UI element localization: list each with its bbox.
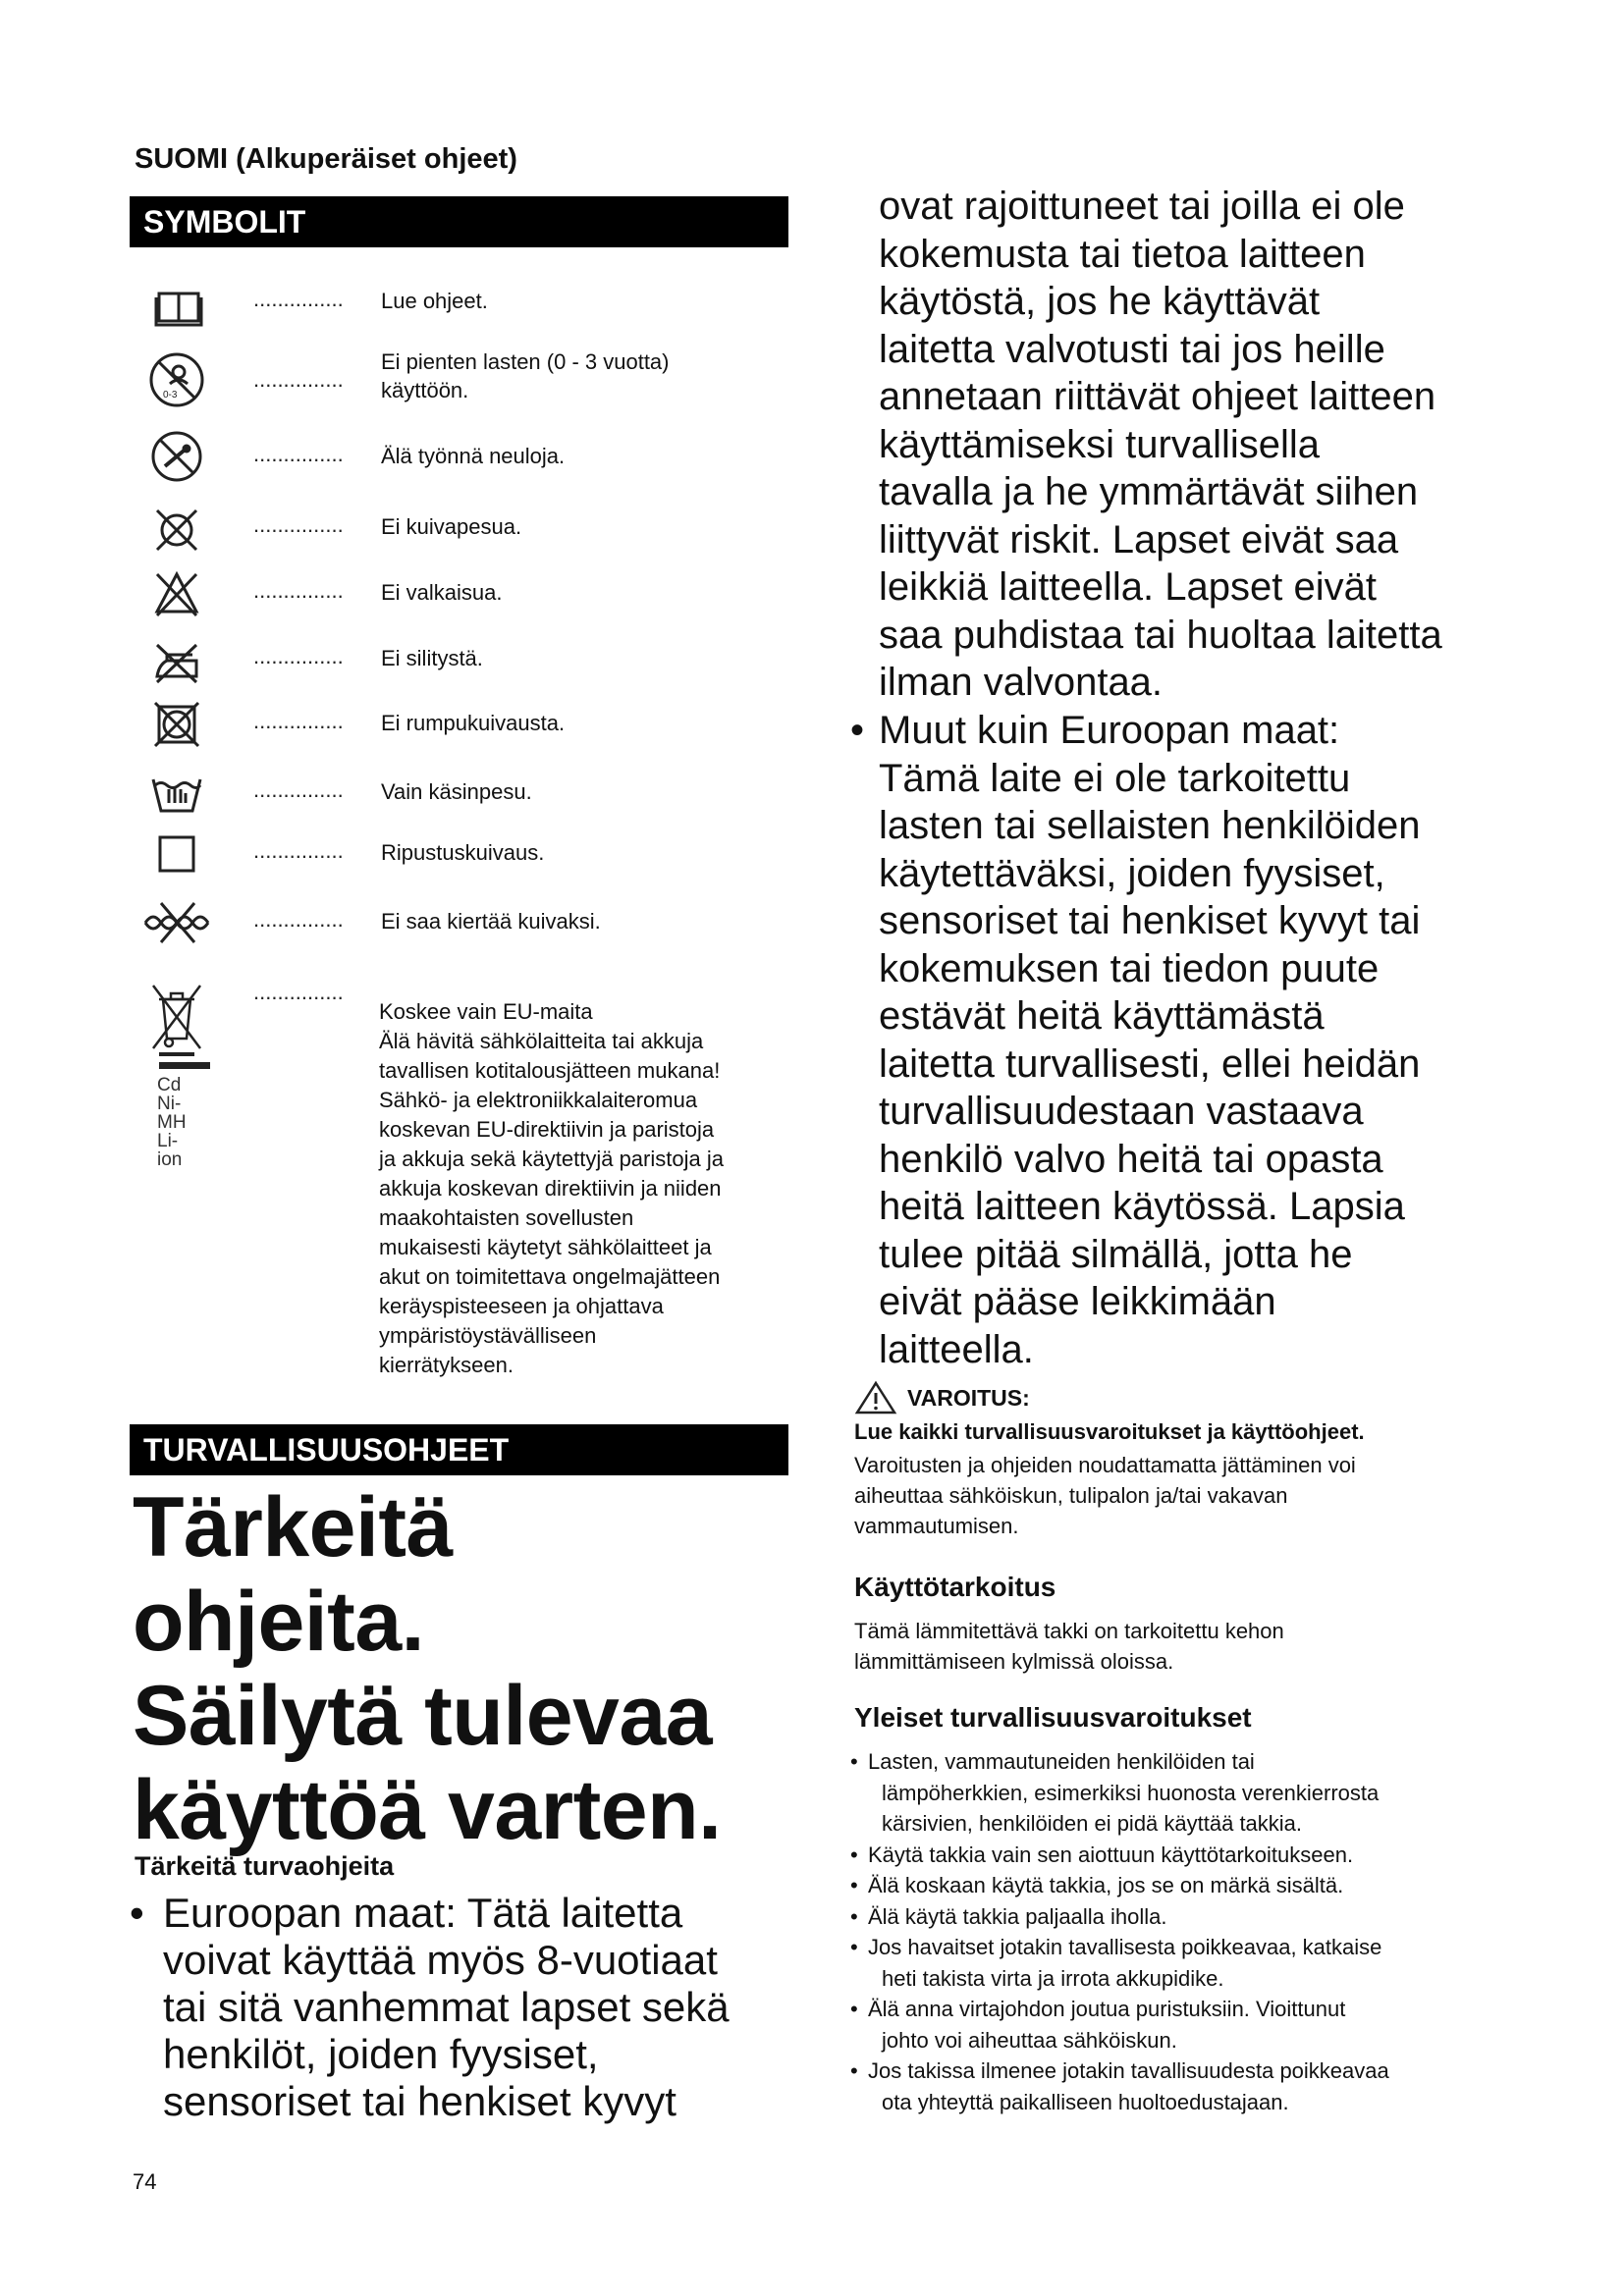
- hand-wash-icon: [137, 764, 216, 823]
- read-manual-icon: [137, 280, 216, 339]
- weee-line: ympäristöystävälliseen: [379, 1323, 597, 1348]
- bullet-dot: •: [850, 1842, 858, 1867]
- symbol-text: Ripustuskuivaus.: [381, 840, 545, 865]
- no-needles-icon: [137, 427, 216, 486]
- bullet-line: tavalla ja he ymmärtävät siihen: [879, 470, 1419, 513]
- list-item: [850, 1870, 1389, 1901]
- weee-text: [379, 997, 791, 1380]
- warning-line: aiheuttaa sähköiskun, tulipalon ja/tai vakavan: [854, 1483, 1288, 1508]
- bullet-dot: •: [850, 709, 865, 752]
- bullet-line: turvallisuudestaan vastaava: [879, 1090, 1364, 1133]
- symbol-text-line: käyttöön.: [381, 378, 469, 402]
- chem-label: Cd: [157, 1075, 182, 1095]
- list-item-text: Jos takissa ilmenee jotakin tavallisuudesta poikkeavaa: [868, 2058, 1389, 2083]
- list-item-cont: johto voi aiheuttaa sähköiskun.: [882, 2027, 1177, 2053]
- bullet-line: leikkiä laitteella. Lapset eivät: [879, 565, 1377, 609]
- symbol-dots: ...............: [253, 512, 344, 537]
- weee-line: kierrätykseen.: [379, 1353, 514, 1377]
- bullet-line: sensoriset tai henkiset kyvyt: [163, 2078, 677, 2124]
- weee-line: maakohtaisten sovellusten: [379, 1205, 634, 1230]
- symbol-dots: ...............: [253, 644, 344, 668]
- list-item-text: Älä anna virtajohdon joutua puristuksiin. Vioittunut: [868, 1997, 1346, 2021]
- list-item-text: Älä koskaan käytä takkia, jos se on märkä sisältä.: [868, 1873, 1344, 1897]
- symbol-text: Ei valkaisua.: [381, 580, 503, 605]
- chem-label: Ni-MH: [157, 1094, 187, 1133]
- no-small-children-icon: [137, 346, 216, 410]
- age-badge: 0-3: [163, 390, 178, 400]
- page-number: 74: [133, 2169, 157, 2194]
- non-europe-bullet: [850, 707, 1420, 1373]
- intended-use-line: lämmittämiseen kylmissä oloissa.: [854, 1649, 1174, 1674]
- bullet-dot: •: [130, 1890, 144, 1936]
- bullet-line: laitteella.: [879, 1327, 1034, 1371]
- bullet-line: ilman valvontaa.: [879, 661, 1164, 704]
- big-title-line: ohjeita.: [133, 1575, 425, 1669]
- bullet-dot: •: [850, 1935, 858, 1959]
- bullet-text: Muut kuin Euroopan maat:: [879, 709, 1340, 752]
- list-item: [850, 1994, 1389, 2025]
- bullet-line: estävät heitä käyttämästä: [879, 994, 1325, 1038]
- page-heading: SUOMI (Alkuperäiset ohjeet): [135, 143, 517, 175]
- list-item: [850, 1932, 1389, 1963]
- warning-line: Varoitusten ja ohjeiden noudattamatta jättäminen voi: [854, 1453, 1356, 1477]
- list-item-text: Käytä takkia vain sen aiottuun käyttötarkoitukseen.: [868, 1842, 1354, 1867]
- bullet-dot: •: [850, 1749, 858, 1774]
- bullet-line: eivät pääse leikkimään: [879, 1280, 1276, 1323]
- warning-heading: [854, 1380, 1030, 1415]
- symbol-dots: ...............: [253, 709, 344, 733]
- line-dry-icon: [137, 825, 216, 883]
- symbol-text: Ei rumpukuivausta.: [381, 711, 566, 735]
- weee-line: akkuja koskevan direktiivin ja niiden: [379, 1176, 722, 1201]
- big-title-line: Säilytä tulevaa: [133, 1669, 713, 1763]
- big-title-line: Tärkeitä: [133, 1480, 453, 1575]
- chem-label: Li-ion: [157, 1131, 183, 1170]
- big-title: [133, 1480, 722, 1857]
- symbol-dots: ...............: [253, 287, 344, 311]
- crossed-bin-icon: [137, 980, 216, 1056]
- no-bleach-icon: [137, 564, 216, 623]
- symbol-dots: ...............: [253, 442, 344, 466]
- weee-line: keräyspisteeseen ja ohjattava: [379, 1294, 664, 1318]
- bullet-line: lasten tai sellaisten henkilöiden: [879, 804, 1421, 847]
- safety-subheading: Tärkeitä turvaohjeita: [135, 1851, 395, 1881]
- symbol-text: Ei silitystä.: [381, 646, 483, 670]
- bullet-line: kokemusta tai tietoa laitteen: [879, 232, 1366, 276]
- symbol-dots: ...............: [253, 980, 344, 1004]
- bullet-line: käyttämiseksi turvallisella: [879, 422, 1321, 466]
- bullet-line: heitä laitteen käytössä. Lapsia: [879, 1185, 1405, 1228]
- bullet-line: kokemuksen tai tiedon puute: [879, 946, 1380, 990]
- list-item: [850, 1901, 1389, 1933]
- list-item-cont: lämpöherkkien, esimerkiksi huonosta verenkierrosta: [882, 1780, 1380, 1805]
- symbol-dots: ...............: [253, 907, 344, 932]
- symbol-text: Älä työnnä neuloja.: [381, 444, 566, 468]
- no-tumble-dry-icon: [137, 695, 216, 754]
- intended-use-heading: Käyttötarkoitus: [854, 1572, 1056, 1602]
- bullet-line: [128, 1890, 795, 1937]
- list-item: [850, 1746, 1389, 1778]
- bullet-line: liittyvät riskit. Lapset eivät saa: [879, 517, 1399, 561]
- warning-line: vammautumisen.: [854, 1514, 1019, 1538]
- bullet-line: saa puhdistaa tai huoltaa laitetta: [879, 613, 1442, 657]
- weee-bar: [159, 1062, 210, 1069]
- list-item-cont: ota yhteyttä paikalliseen huoltoedustajaan.: [882, 2089, 1289, 2114]
- bullet-text: Euroopan maat: Tätä laitetta: [163, 1890, 683, 1936]
- bullet-line: tulee pitää silmällä, jotta he: [879, 1232, 1353, 1276]
- symbols-section-bar: [130, 196, 788, 247]
- symbol-text: Ei kuivapesua.: [381, 514, 522, 539]
- symbol-text: Vain käsinpesu.: [381, 779, 532, 804]
- symbol-text: Ei saa kiertää kuivaksi.: [381, 909, 601, 934]
- battery-chem-labels: [157, 1076, 187, 1169]
- europe-bullet-continuation: [879, 183, 1442, 707]
- list-item-cont: heti takista virta ja irrota akkupidike.: [882, 1965, 1224, 1991]
- bullet-line: käytettäväksi, joiden fyysiset,: [879, 851, 1385, 895]
- symbol-text-line: Ei pienten lasten (0 - 3 vuotta): [381, 349, 670, 374]
- bullet-line: henkilö valvo heitä tai opasta: [879, 1137, 1383, 1181]
- safety-section-title: TURVALLISUUSOHJEET: [143, 1432, 510, 1468]
- bullet-dot: •: [850, 1873, 858, 1897]
- warning-triangle-icon: [854, 1380, 897, 1415]
- list-item-text: Älä käytä takkia paljaalla iholla.: [868, 1903, 1167, 1929]
- intended-use-line: Tämä lämmitettävä takki on tarkoitettu kehon: [854, 1619, 1284, 1643]
- bullet-line: henkilöt, joiden fyysiset,: [163, 2031, 599, 2077]
- symbol-text: Lue ohjeet.: [381, 289, 488, 313]
- warning-label: VAROITUS:: [907, 1384, 1030, 1411]
- big-title-line: käyttöä varten.: [133, 1763, 722, 1857]
- symbol-dots: ...............: [253, 777, 344, 802]
- weee-line: tavallisen kotitalousjätteen mukana!: [379, 1058, 721, 1083]
- warning-bold-line: Lue kaikki turvallisuusvaroitukset ja käyttöohjeet.: [854, 1419, 1365, 1444]
- symbols-section-title: SYMBOLIT: [143, 204, 306, 240]
- weee-line: koskevan EU-direktiivin ja paristoja: [379, 1117, 715, 1142]
- list-item: [850, 2056, 1389, 2087]
- bullet-line: [850, 707, 1420, 755]
- weee-line: akut on toimitettava ongelmajätteen: [379, 1264, 721, 1289]
- weee-line: Sähkö- ja elektroniikkalaiteromua: [379, 1088, 698, 1112]
- bullet-line: käytöstä, jos he käyttävät: [879, 280, 1321, 323]
- bullet-dot: •: [850, 1997, 858, 2021]
- europe-bullet: [128, 1890, 795, 2125]
- general-warnings-heading: Yleiset turvallisuusvaroitukset: [854, 1702, 1252, 1733]
- no-dry-clean-icon: [137, 501, 216, 560]
- symbol-dots: ...............: [253, 578, 344, 603]
- safety-section-bar: [130, 1424, 788, 1475]
- bullet-line: tai sitä vanhemmat lapset sekä: [163, 1984, 730, 2030]
- symbol-dots: ...............: [253, 838, 344, 863]
- list-item: [850, 1840, 1389, 1871]
- weee-line: mukaisesti käytetyt sähkölaitteet ja: [379, 1235, 712, 1259]
- no-wring-icon: [137, 893, 216, 952]
- bullet-line: laitetta valvotusti tai jos heille: [879, 327, 1385, 371]
- list-item-cont: kärsivien, henkilöiden ei pidä käyttää takkia.: [882, 1811, 1303, 1836]
- weee-line: Koskee vain EU-maita: [379, 999, 593, 1024]
- bullet-line: ovat rajoittuneet tai joilla ei ole: [879, 185, 1405, 228]
- bullet-line: Tämä laite ei ole tarkoitettu: [879, 756, 1351, 800]
- weee-line: ja akkuja sekä käytettyjä paristoja ja: [379, 1147, 724, 1171]
- intended-use-body: [854, 1616, 1284, 1677]
- symbol-dots: ...............: [253, 367, 344, 392]
- bullet-dot: •: [850, 2058, 858, 2083]
- bullet-line: sensoriset tai henkiset kyvyt tai: [879, 899, 1421, 942]
- bullet-line: voivat käyttää myös 8-vuotiaat: [163, 1937, 718, 1983]
- bullet-line: annetaan riittävät ohjeet laitteen: [879, 375, 1436, 418]
- list-item-text: Lasten, vammautuneiden henkilöiden tai: [868, 1749, 1255, 1774]
- weee-line: Älä hävitä sähkölaitteita tai akkuja: [379, 1029, 704, 1053]
- general-warnings-list: [850, 1746, 1389, 2117]
- no-iron-icon: [137, 631, 216, 690]
- bullet-line: laitetta turvallisesti, ellei heidän: [879, 1041, 1421, 1086]
- list-item-text: Jos havaitset jotakin tavallisesta poikkeavaa, katkaise: [868, 1935, 1382, 1959]
- bullet-dot: •: [850, 1903, 858, 1929]
- warning-body: [854, 1450, 1356, 1541]
